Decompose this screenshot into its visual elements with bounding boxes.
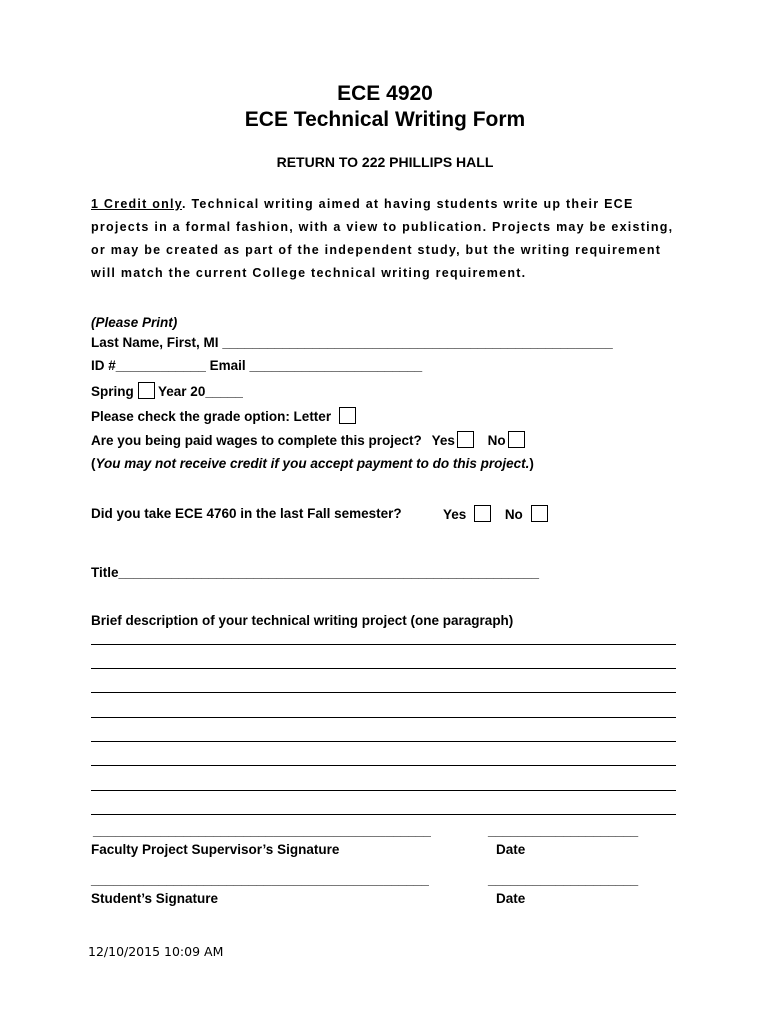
- student-signature-field[interactable]: _____________________________________________: [91, 872, 429, 887]
- ece4760-no-label: No: [504, 507, 523, 522]
- please-print-note: (Please Print): [91, 315, 178, 330]
- supervisor-signature-label: Faculty Project Supervisor’s Signature: [91, 842, 340, 857]
- year-field[interactable]: _____: [205, 384, 243, 399]
- paid-label: Are you being paid wages to complete this project?: [91, 433, 422, 448]
- spring-checkbox[interactable]: [138, 382, 155, 399]
- grade-label: Please check the grade option: Letter: [91, 409, 332, 424]
- name-label: Last Name, First, MI: [91, 335, 219, 350]
- intro-text: . Technical writing aimed at having students write up their ECE projects in a formal fashion, with a view to publication. Projects may be existing, or may be created as part of the independent study, but the writing requirement will match the current College technical writing requirement.: [91, 197, 674, 280]
- paid-note-open: (: [91, 456, 96, 471]
- email-label: Email: [209, 358, 246, 373]
- term-row: [91, 382, 243, 399]
- letter-grade-checkbox[interactable]: [339, 407, 356, 424]
- form-title: ECE Technical Writing Form: [244, 108, 526, 131]
- credit-label: 1 Credit only: [91, 197, 183, 211]
- student-date-field[interactable]: ____________________: [488, 872, 639, 887]
- description-line-6[interactable]: [91, 765, 676, 766]
- description-line-3[interactable]: [91, 692, 676, 693]
- student-date-label: Date: [496, 891, 526, 906]
- description-line-5[interactable]: [91, 741, 676, 742]
- ece4760-options: [443, 505, 548, 522]
- description-line-4[interactable]: [91, 717, 676, 718]
- ece4760-yes-checkbox[interactable]: [474, 505, 491, 522]
- paid-note-close: ): [529, 456, 534, 471]
- name-field[interactable]: ____________________________________________________: [222, 335, 613, 350]
- description-line-2[interactable]: [91, 668, 676, 669]
- description-line-8[interactable]: [91, 814, 676, 815]
- description-label: Brief description of your technical writing project (one paragraph): [91, 613, 514, 628]
- paid-yes-checkbox[interactable]: [457, 431, 474, 448]
- title-field[interactable]: ________________________________________________________: [118, 565, 539, 580]
- id-email-row: [91, 358, 422, 373]
- paid-row: [91, 431, 525, 448]
- title-label: Title: [91, 565, 119, 580]
- course-number: ECE 4920: [337, 82, 433, 105]
- paid-no-checkbox[interactable]: [508, 431, 525, 448]
- grade-row: [91, 407, 356, 424]
- supervisor-date-field[interactable]: ____________________: [488, 823, 639, 838]
- description-line-7[interactable]: [91, 790, 676, 791]
- student-signature-label: Student’s Signature: [91, 891, 219, 906]
- id-label: ID #: [91, 358, 116, 373]
- ece4760-yes-label: Yes: [443, 507, 467, 522]
- paid-no-label: No: [487, 433, 506, 448]
- email-field[interactable]: _______________________: [249, 358, 423, 373]
- paid-note-text: You may not receive credit if you accept payment to do this project.: [95, 456, 530, 471]
- paid-yes-label: Yes: [431, 433, 455, 448]
- ece4760-no-checkbox[interactable]: [531, 505, 548, 522]
- ece4760-label: Did you take ECE 4760 in the last Fall semester?: [91, 506, 402, 521]
- id-field[interactable]: ____________: [115, 358, 206, 373]
- footer-timestamp: 12/10/2015 10:09 AM: [88, 944, 224, 959]
- paid-note: [91, 456, 534, 471]
- intro-paragraph: [91, 193, 681, 285]
- spring-label: Spring: [91, 384, 134, 399]
- title-row: [91, 565, 539, 580]
- name-row: [91, 335, 613, 350]
- return-instruction: RETURN TO 222 PHILLIPS HALL: [276, 154, 494, 170]
- year-label: Year 20: [158, 384, 206, 399]
- supervisor-date-label: Date: [496, 842, 526, 857]
- supervisor-signature-field[interactable]: _____________________________________________: [93, 823, 431, 838]
- description-line-1[interactable]: [91, 644, 676, 645]
